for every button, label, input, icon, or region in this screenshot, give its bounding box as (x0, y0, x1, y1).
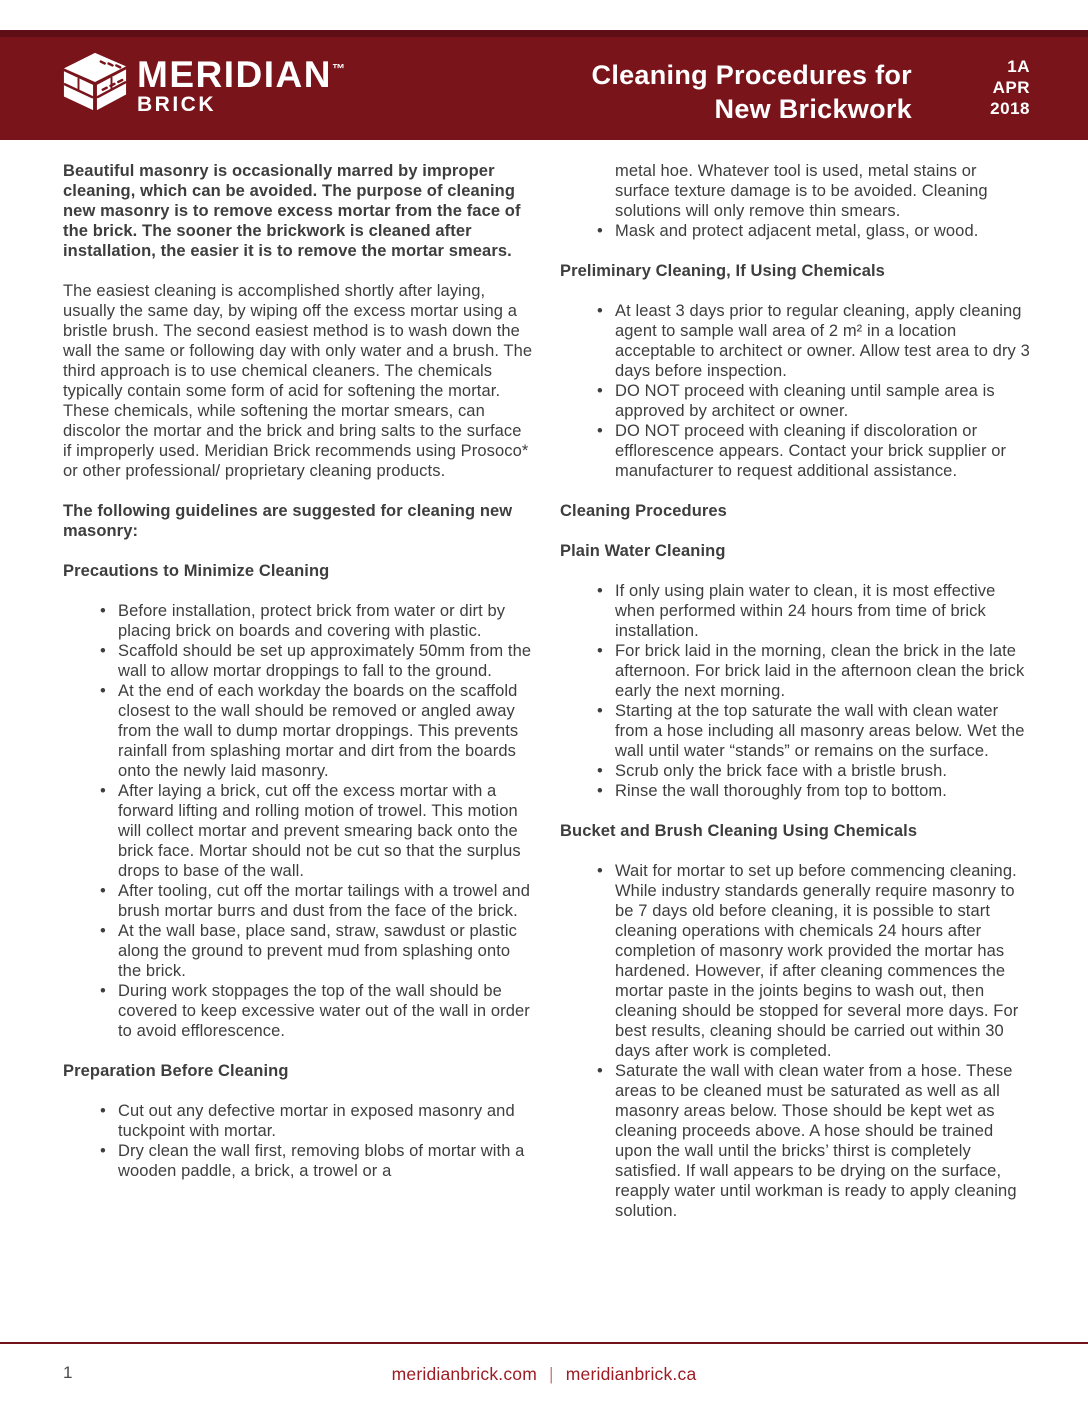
bullet-item: • At least 3 days prior to regular cleaning, apply cleaning agent to sample wall area of 2 m² in a location acceptable to architect or owner. Allow test area to dry 3 days before inspection. (615, 301, 1031, 381)
section-heading-preparation: Preparation Before Cleaning (63, 1062, 289, 1080)
left-column (63, 161, 534, 1241)
bullet-item: • DO NOT proceed with cleaning until sample area is approved by architect or owner. (615, 381, 1031, 421)
bullet-item: • At the wall base, place sand, straw, sawdust or plastic along the ground to prevent mud from splashing onto the brick. (118, 921, 534, 981)
section-heading-preliminary-cleaning: Preliminary Cleaning, If Using Chemicals (560, 262, 885, 280)
document-title (592, 58, 912, 126)
bullet-item: • Starting at the top saturate the wall with clean water from a hose including all masonry areas below. Wet the wall until water “stands” or remains on the surface. (615, 701, 1031, 761)
intro-paragraph: Beautiful masonry is occasionally marred by improper cleaning, which can be avoided. The purpose of cleaning new masonry is to remove excess mortar from the face of the brick. The sooner the brickwork is cleaned after installation, the easier it is to remove the mortar smears. (63, 162, 521, 260)
document-body (63, 161, 1031, 1241)
right-column (560, 161, 1031, 1241)
bullet-item: • Scaffold should be set up approximately 50mm from the wall to allow mortar droppings to fall to the ground. (118, 641, 534, 681)
website-link-com[interactable]: meridianbrick.com (391, 1364, 538, 1384)
bullet-item: • Saturate the wall with clean water from a hose. These areas to be cleaned must be saturated as well as all masonry areas below. Those should be kept wet as cleaning proceeds above. A hose should be trained upon the wall until the bricks’ thirst is completely satisfied. If wall appears to be drying on the surface, reapply water until workman is ready to apply cleaning solution. (615, 1061, 1031, 1221)
meridian-brick-logo (62, 48, 345, 117)
bullet-item: • After tooling, cut off the mortar tailings with a trowel and brush mortar burrs and dust from the face of the brick. (118, 881, 534, 921)
preliminary-cleaning-bullet-list (560, 301, 1031, 481)
bullet-item: • After laying a brick, cut off the excess mortar with a forward lifting and rolling motion of trowel. This motion will collect mortar and prevent smearing back onto the brick face. Mortar should not be cut so that the surplus drops to base of the wall. (118, 781, 534, 881)
section-heading-bucket-brush: Bucket and Brush Cleaning Using Chemicals (560, 822, 918, 840)
bullet-item: • Before installation, protect brick from water or dirt by placing brick on boards and covering with plastic. (118, 601, 534, 641)
bullet-item: • For brick laid in the morning, clean the brick in the late afternoon. For brick laid in the afternoon clean the brick early the next morning. (615, 641, 1031, 701)
logo-brand-text: MERIDIAN™ (137, 54, 345, 95)
bullet-item: • Scrub only the brick face with a bristle brush. (615, 761, 1031, 781)
section-heading-plain-water: Plain Water Cleaning (560, 542, 726, 560)
precautions-bullet-list (63, 601, 534, 1041)
brick-stack-icon (62, 48, 128, 112)
body-paragraph: The easiest cleaning is accomplished shortly after laying, usually the same day, by wiping off the excess mortar using a bristle brush. The second easiest method is to wash down the wall the same or following day with only water and a brush. The third approach is to use chemical cleaners. The chemicals typically contain some form of acid for softening the mortar. These chemicals, while softening the mortar smears, can discolor the mortar and the brick and bring salts to the surface if improperly used. Meridian Brick recommends using Prosoco* or other professional/ proprietary cleaning products. (63, 282, 533, 480)
bullet-item: • At the end of each workday the boards on the scaffold closest to the wall should be removed or angled away from the wall to dump mortar droppings. This prevents rainfall from splashing mortar and dirt from the boards onto the newly laid masonry. (118, 681, 534, 781)
doc-month: APR (992, 78, 1030, 97)
section-heading-precautions: Precautions to Minimize Cleaning (63, 562, 330, 580)
footer-divider (0, 1342, 1088, 1344)
bullet-item: • Cut out any defective mortar in exposed masonry and tuckpoint with mortar. (118, 1101, 534, 1141)
footer-websites (0, 1364, 1088, 1385)
preparation-bullet-list (63, 1101, 534, 1181)
page-header-band (0, 30, 1088, 140)
trademark-symbol: ™ (331, 61, 345, 76)
doc-year: 2018 (990, 99, 1030, 118)
logo-wordmark (137, 48, 345, 117)
footer-separator: | (549, 1364, 554, 1384)
bucket-brush-bullet-list (560, 861, 1031, 1221)
website-link-ca[interactable]: meridianbrick.ca (565, 1364, 697, 1384)
bullet-item: • During work stoppages the top of the wall should be covered to keep excessive water out of the wall in order to avoid efflorescence. (118, 981, 534, 1041)
section-heading-cleaning-procedures: Cleaning Procedures (560, 502, 727, 520)
document-revision-block (990, 56, 1030, 119)
document-title-line1: Cleaning Procedures for (591, 60, 912, 90)
continuation-paragraph: metal hoe. Whatever tool is used, metal stains or surface texture damage is to be avoided. Cleaning solutions will only remove thin smears. (615, 162, 988, 220)
page-number: 1 (63, 1363, 73, 1382)
preparation-bullet-list-continued (560, 221, 1031, 241)
doc-code: 1A (1007, 57, 1030, 76)
bullet-item: • If only using plain water to clean, it is most effective when performed within 24 hours from time of brick installation. (615, 581, 1031, 641)
bullet-item: • Rinse the wall thoroughly from top to bottom. (615, 781, 1031, 801)
bullet-item: • DO NOT proceed with cleaning if discoloration or efflorescence appears. Contact your brick supplier or manufacturer to request additional assistance. (615, 421, 1031, 481)
bullet-item: • Mask and protect adjacent metal, glass, or wood. (615, 221, 1031, 241)
bullet-item: • Wait for mortar to set up before commencing cleaning. While industry standards generally require masonry to be 7 days old before cleaning, it is possible to start cleaning operations with chemicals 24 hours after completion of masonry work provided the mortar has hardened. However, if after cleaning commences the mortar paste in the joints begins to wash out, then cleaning should be stopped for several more days. For best results, cleaning should be carried out within 30 days after work is completed. (615, 861, 1031, 1061)
document-title-line2: New Brickwork (714, 94, 912, 124)
bullet-item: • Dry clean the wall first, removing blobs of mortar with a wooden paddle, a brick, a trowel or a (118, 1141, 534, 1181)
logo-sub-text: BRICK (137, 93, 216, 116)
plain-water-bullet-list (560, 581, 1031, 801)
guidelines-lead-paragraph: The following guidelines are suggested for cleaning new masonry: (63, 502, 513, 540)
